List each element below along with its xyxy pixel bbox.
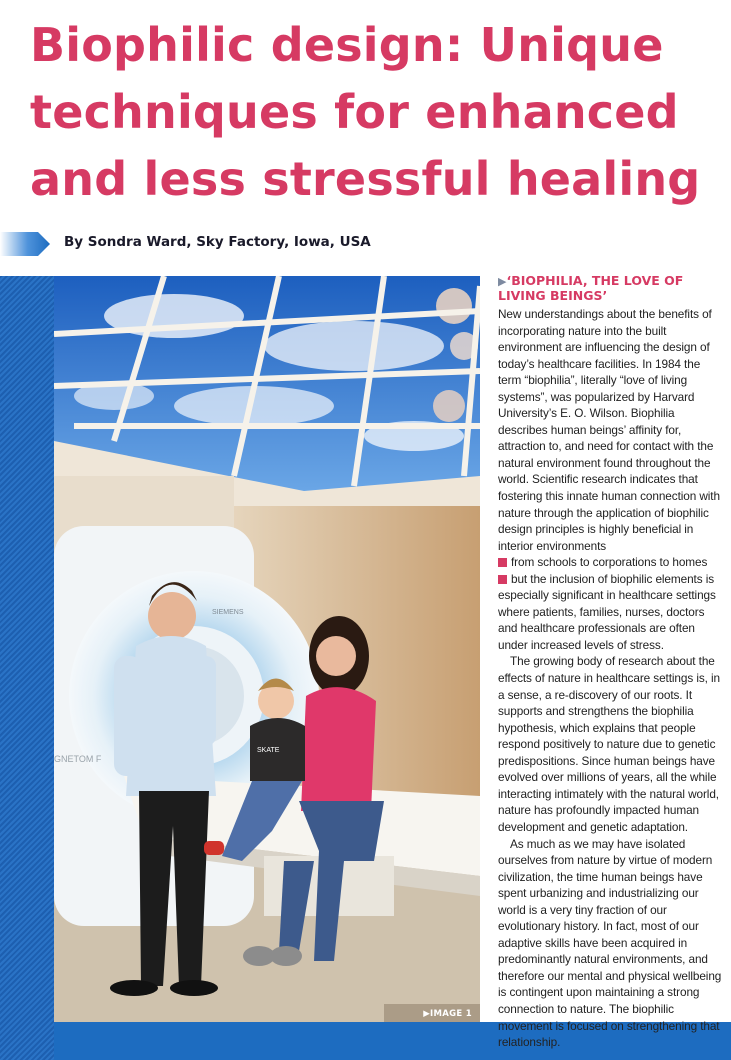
triangle-icon: ▶ [498,275,507,288]
article-photo [54,276,480,1022]
paragraph-1 [498,306,726,653]
decorative-stripes [0,276,54,1060]
section-heading [498,274,726,303]
article-body-column [498,274,726,1051]
paragraph-1-part-2: from schools to corporations to homes [511,555,708,570]
mri-room-illustration [54,276,480,1022]
article-title: Biophilic design: Unique techniques for enhanced and less stressful healing [30,18,701,206]
paragraph-3: As much as we may have isolated ourselves from nature by virtue of modern civilization, the time human beings have spent urbanizing and industrializing our world is a very tiny fraction of our evolutionary history. In fact, most of our adaptive skills have been acquired in predominantly natural environments, and therefore our mental and physical wellbeing is contingent upon maintaining a strong connection to nature. The biophilic movement is focused on strengthening that relationship. [498,836,722,1050]
paragraph-2: The growing body of research about the effects of nature in healthcare settings is, in a sense, a re-discovery of our roots. It supports and strengthens the biophilia hypothesis, which explains that people respond positively to nature due to genetic predispositions. Since human beings have evolved over millions of years, all the while interacting intimately with the natural world, nature has profoundly impacted human development and genetic adaptation. [498,654,720,834]
paragraph-1-part-1: New understandings about the benefits of incorporating nature into the built environment are influencing the design of today’s healthcare facilities. In 1984 the term “biophilia”, literally “love of living systems”, was popularized by Harvard University’s E. O. Wilson. Biophilia describes human beings’ affinity for, attraction to, and need for contact with the natural environment found throughout the world. Scientific research indicates that fostering this innate human connection with nature through the application of biophilic design principles is highly beneficial in interior environments [498,307,720,553]
paragraph-1-part-3: but the inclusion of biophilic elements is especially significant in healthcare settings where patients, families, nurses, doctors and healthcare professionals are often under increased levels of stress. [498,571,716,652]
square-bullet-icon [498,575,507,584]
square-bullet-icon [498,558,507,567]
byline: By Sondra Ward, Sky Factory, Iowa, USA [64,234,371,250]
byline-arrow-icon [0,232,50,256]
scanner-brand: SIEMENS [212,609,244,616]
section-heading-text: ‘BIOPHILIA, THE LOVE OF LIVING BEINGS’ [498,273,684,303]
image-caption: ▶IMAGE 1 [423,1009,472,1019]
scanner-label: GNETOM F [54,754,102,764]
shirt-print: SKATE [257,747,280,754]
